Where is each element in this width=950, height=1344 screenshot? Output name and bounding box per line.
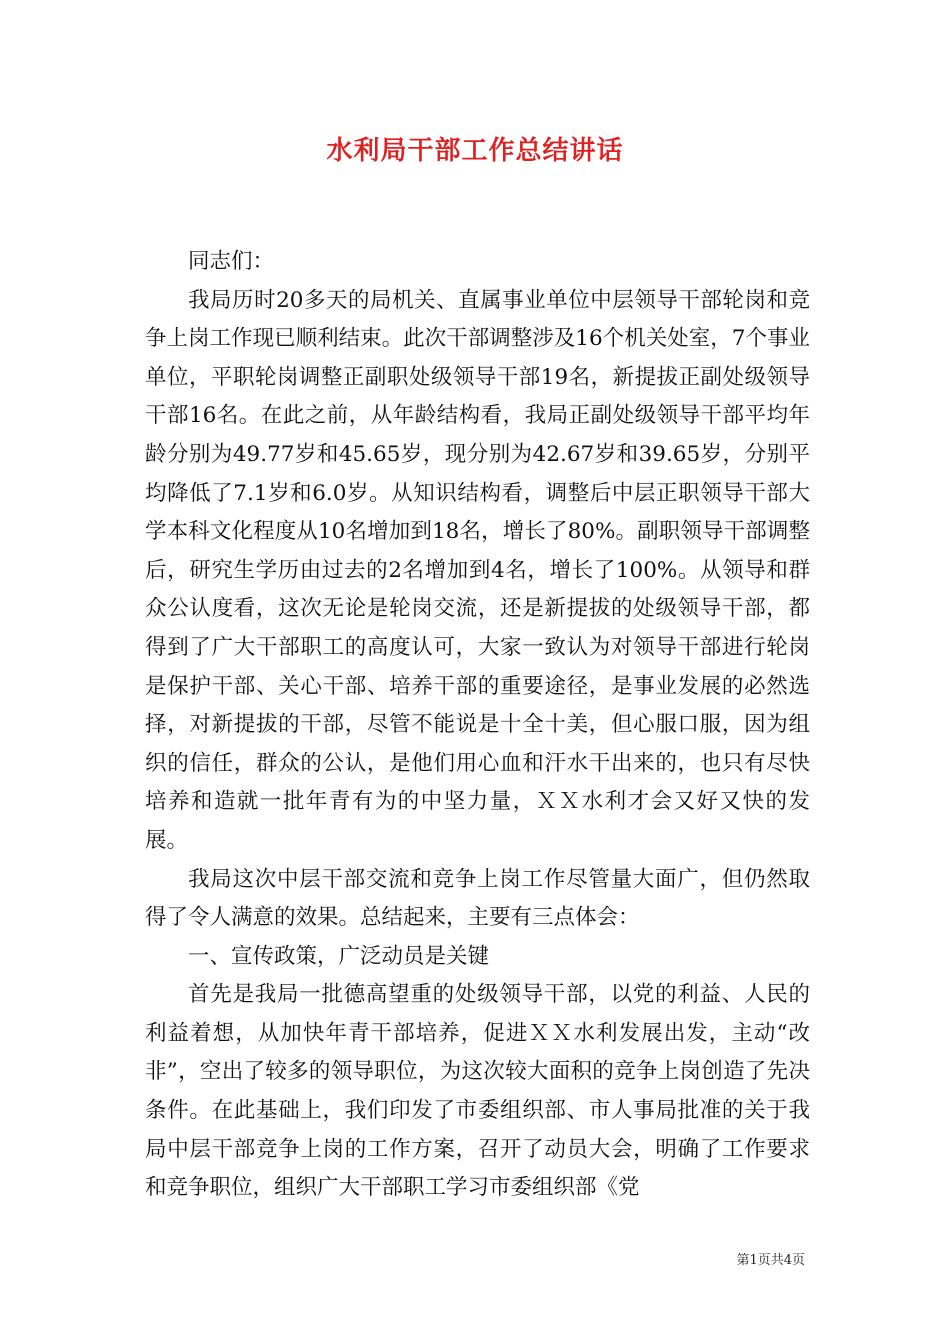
document-title: 水利局干部工作总结讲话 bbox=[326, 136, 624, 166]
paragraph-summary: 我局这次中层干部交流和竞争上岗工作尽管量大面广，但仍然取得了令人满意的效果。总结起来，主要有三点体会： bbox=[145, 866, 810, 931]
document-body bbox=[145, 243, 810, 1208]
paragraph-salutation: 同志们： bbox=[188, 249, 275, 274]
paragraph-section-1: 首先是我局一批德高望重的处级领导干部，以党的利益、人民的利益着想，从加快年青干部培养，促进ＸＸ水利发展出发，主动“改非”，空出了较多的领导职位，为这次较大面积的竞争上岗创造了先决条件。在此基础上，我们印发了市委组织部、市人事局批准的关于我局中层干部竞争上岗的工作方案，召开了动员大会，明确了工作要求和竞争职位，组织广大干部职工学习市委组织部《党 bbox=[145, 982, 810, 1201]
page-number: 第1页共4页 bbox=[736, 1253, 805, 1268]
paragraph-results: 我局历时20多天的局机关、直属事业单位中层领导干部轮岗和竞争上岗工作现已顺利结束。此次干部调整涉及16个机关处室，7个事业单位，平职轮岗调整正副职处级领导干部19名，新提拔正副处级领导干部16名。在此之前，从年龄结构看，我局正副处级领导干部平均年龄分别为49.77岁和45.65岁，现分别为42.67岁和39.65岁，分别平均降低了7.1岁和6.0岁。从知识结构看，调整后中层正职领导干部大学本科文化程度从10名增加到18名，增长了80%。副职领导干部调整后，研究生学历由过去的2名增加到4名，增长了100%。从领导和群众公认度看，这次无论是轮岗交流，还是新提拔的处级领导干部，都得到了广大干部职工的高度认可，大家一致认为对领导干部进行轮岗是保护干部、关心干部、培养干部的重要途径，是事业发展的必然选择，对新提拔的干部，尽管不能说是十全十美，但心服口服，因为组织的信任，群众的公认，是他们用心血和汗水干出来的，也只有尽快培养和造就一批年青有为的中坚力量，ＸＸ水利才会又好又快的发展。 bbox=[145, 287, 810, 853]
section-heading-1: 一、宣传政策，广泛动员是关键 bbox=[188, 943, 490, 969]
